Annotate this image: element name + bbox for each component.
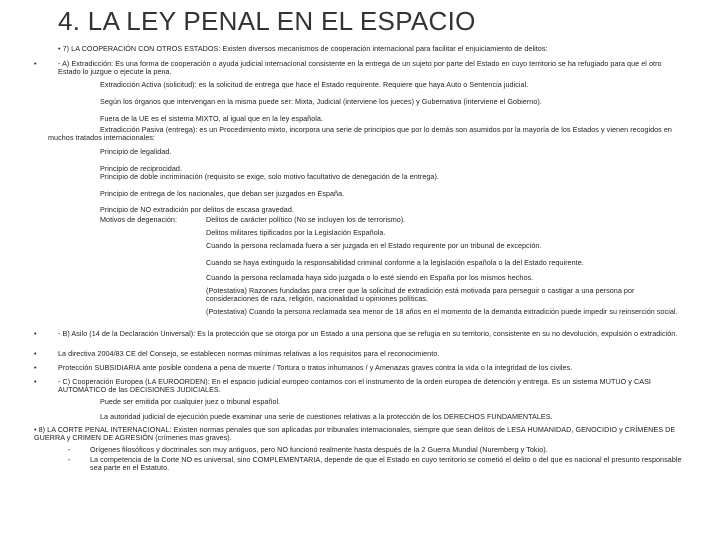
- euroorden-paragraph: - C) Cooperación Europea (LA EUROORDEN): En el espacio judicial europeo contamos con el instrumento de la orden europea de detención y entrega. Es un sistema MUTUO y CASI AUTOMÁTICO de las DECISIONES JUDICIALES.: [58, 377, 651, 395]
- corte-penal-paragraph: • 8) LA CORTE PENAL INTERNACIONAL: Existen normas penales que son aplicadas por tribunales internacionales, siempre que sean delitos de LESA HUMANIDAD, GENOCIDIO y CRÍMENES DE GUERRA y CRIMEN DE AGRESIÓN (crímenes mas graves).: [34, 425, 676, 443]
- principio-item: Principio de legalidad.: [100, 147, 172, 156]
- dash-marker: -: [68, 455, 71, 464]
- motivo-item: (Potestativa) Razones fundadas para creer que la solicitud de extradición está motivada para perseguir o castigar a una persona por consideraciones de raza, religión, nacionalidad u opiniones políticas.: [206, 286, 635, 304]
- extradicion-pasiva: Extradicción Pasiva (entrega): es un Procedimiento mixto, incorpora una serie de principios que por lo demás son asumidos por la mayoría de los Estados y vienen recogidos en muchos tratados internacionales:: [48, 125, 672, 143]
- bullet-marker: •: [34, 329, 37, 338]
- origenes-paragraph: Orígenes filosóficos y doctrinales son muy antiguos, pero NO funcionó realmente hasta después de la 2 Guerra Mundial (Nuremberg y Tokio).: [90, 445, 548, 454]
- motivos-label: Motivos de degenación:: [100, 215, 178, 224]
- competencia-paragraph: La competencia de la Corte NO es universal, sino COMPLEMENTARIA, depende de que el Estado en cuyo territorio se cometió el delito o del que es nacional el presunto responsable sea parte en el Estatuto.: [90, 455, 682, 473]
- bullet-marker: •: [34, 363, 37, 372]
- bullet-marker: •: [34, 349, 37, 358]
- principio-item: Principio de NO extradición por delitos de escasa gravedad.: [100, 205, 294, 214]
- motivo-item: Cuando la persona reclamada fuera a ser juzgada en el Estado requirente por un tribunal de excepción.: [206, 241, 542, 250]
- motivo-item: Cuando la persona reclamada haya sido juzgada o lo esté siendo en España por los mismos hechos.: [206, 273, 534, 282]
- proteccion-subsidiaria: Protección SUBSIDIARIA ante posible condena a pena de muerte / Tortura o tratos inhumanos / y Amenazas graves contra la vida o la integridad de los civiles.: [58, 363, 573, 372]
- motivo-item: Cuando se haya extinguido la responsabilidad criminal conforme a la legislación española o la del Estado requirente.: [206, 258, 584, 267]
- motivo-item: (Potestativa) Cuando la persona reclamada sea menor de 18 años en el momento de la demanda extradición puede impedir su reinserción social.: [206, 307, 678, 316]
- section-7-intro: • 7) LA COOPERACIÓN CON OTROS ESTADOS: Existen diversos mecanismos de cooperación internacional para facilitar el enjuiciamiento de delitos:: [58, 44, 548, 53]
- page-title: 4. LA LEY PENAL EN EL ESPACIO: [58, 6, 476, 36]
- organos-intervinientes: Según los órganos que intervengan en la misma puede ser: Mixta, Judicial (interviene los jueces) y Gubernativa (interviene el Gobierno).: [100, 97, 542, 106]
- dash-marker: -: [68, 445, 71, 454]
- principio-item: Principio de doble incriminación (requisito se exige, solo motivo facultativo de denegación de la entrega).: [100, 172, 439, 181]
- tribunal-paragraph: Puede ser emitida por cualquier juez o tribunal español.: [100, 397, 281, 406]
- principio-item: Principio de reciprocidad.: [100, 164, 183, 173]
- bullet-marker: •: [34, 377, 37, 386]
- directiva-paragraph: La directiva 2004/83 CE del Consejo, se establecen normas mínimas relativas a los requisitos para el reconocimiento.: [58, 349, 440, 358]
- extradicion-activa: Extradicción Activa (solicitud): es la solicitud de entrega que hace el Estado requirente. Requiere que haya Auto o Sentencia judicial.: [100, 80, 529, 89]
- motivo-item: Delitos de carácter político (No se incluyen los de terrorismo).: [206, 215, 406, 224]
- principio-item: Principio de entrega de los nacionales, que deban ser juzgados en España.: [100, 189, 345, 198]
- asilo-paragraph: - B) Asilo (14 de la Declaración Universal): Es la protección que se otorga por un Estado a una persona que se refugia en su territorio, consistente en su no devolución, expulsión o extradición.: [58, 329, 678, 338]
- sistema-mixto: Fuera de la UE es el sistema MIXTO, al igual que en la ley española.: [100, 114, 324, 123]
- bullet-marker: •: [34, 59, 37, 68]
- motivo-item: Delitos militares tipificados por la Legislación Española.: [206, 228, 386, 237]
- autoridad-paragraph: La autoridad judicial de ejecución puede examinar una serie de cuestiones relativas a la protección de los DERECHOS FUNDAMENTALES.: [100, 412, 553, 421]
- extradicion-paragraph: - A) Extradicción: Es una forma de cooperación o ayuda judicial internacional consistente en la entrega de un sujeto por parte del Estado en cuyo territorio se ha refugiado para que el otro Estado lo juzgue o ejecute la pena.: [58, 59, 662, 77]
